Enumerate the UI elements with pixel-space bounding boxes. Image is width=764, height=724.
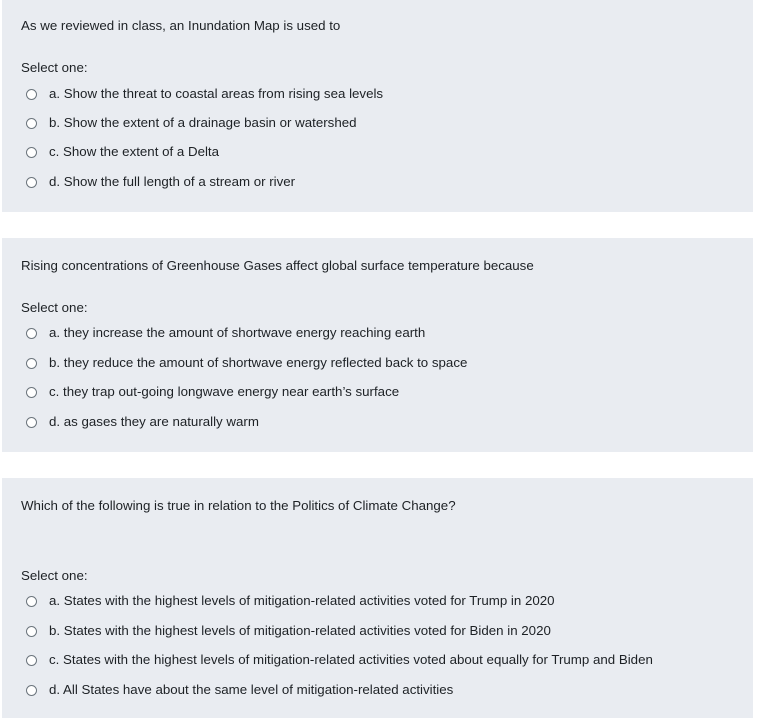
option-c[interactable] <box>26 382 399 402</box>
question-1 <box>2 0 753 212</box>
option-d[interactable] <box>26 172 295 192</box>
option-a[interactable] <box>26 591 555 611</box>
option-label: c. States with the highest levels of mitigation-related activities voted about equally for Trump and Biden <box>49 652 653 667</box>
radio-button[interactable] <box>26 655 37 666</box>
radio-button[interactable] <box>26 177 37 188</box>
option-label: b. States with the highest levels of mitigation-related activities voted for Biden in 2020 <box>49 623 551 638</box>
option-d[interactable] <box>26 412 259 432</box>
select-one-prompt: Select one: <box>21 300 88 315</box>
select-one-prompt: Select one: <box>21 568 88 583</box>
radio-button[interactable] <box>26 118 37 129</box>
radio-button[interactable] <box>26 89 37 100</box>
option-d[interactable] <box>26 680 453 700</box>
option-label: d. Show the full length of a stream or river <box>49 174 296 189</box>
option-label: d. as gases they are naturally warm <box>49 414 259 429</box>
option-label: d. All States have about the same level of mitigation-related activities <box>49 682 454 697</box>
question-text: Which of the following is true in relation to the Politics of Climate Change? <box>21 498 456 513</box>
option-label: a. Show the threat to coastal areas from rising sea levels <box>49 86 384 101</box>
radio-button[interactable] <box>26 417 37 428</box>
option-label: b. Show the extent of a drainage basin or watershed <box>49 115 357 130</box>
option-a[interactable] <box>26 323 425 343</box>
option-b[interactable] <box>26 113 357 133</box>
radio-button[interactable] <box>26 387 37 398</box>
option-label: a. States with the highest levels of mitigation-related activities voted for Trump in 2020 <box>49 593 555 608</box>
option-label: b. they reduce the amount of shortwave energy reflected back to space <box>49 355 468 370</box>
option-label: a. they increase the amount of shortwave energy reaching earth <box>49 325 426 340</box>
radio-button[interactable] <box>26 147 37 158</box>
option-c[interactable] <box>26 650 653 670</box>
radio-button[interactable] <box>26 358 37 369</box>
option-a[interactable] <box>26 84 383 104</box>
radio-button[interactable] <box>26 685 37 696</box>
select-one-prompt: Select one: <box>21 60 88 75</box>
radio-button[interactable] <box>26 596 37 607</box>
question-text: Rising concentrations of Greenhouse Gases affect global surface temperature because <box>21 258 534 273</box>
option-label: c. Show the extent of a Delta <box>49 144 220 159</box>
question-text: As we reviewed in class, an Inundation Map is used to <box>21 18 341 33</box>
question-2 <box>2 238 753 452</box>
radio-button[interactable] <box>26 328 37 339</box>
radio-button[interactable] <box>26 626 37 637</box>
option-c[interactable] <box>26 142 219 162</box>
option-b[interactable] <box>26 353 467 373</box>
option-label: c. they trap out-going longwave energy near earth’s surface <box>49 384 400 399</box>
option-b[interactable] <box>26 621 551 641</box>
question-3 <box>2 478 753 718</box>
